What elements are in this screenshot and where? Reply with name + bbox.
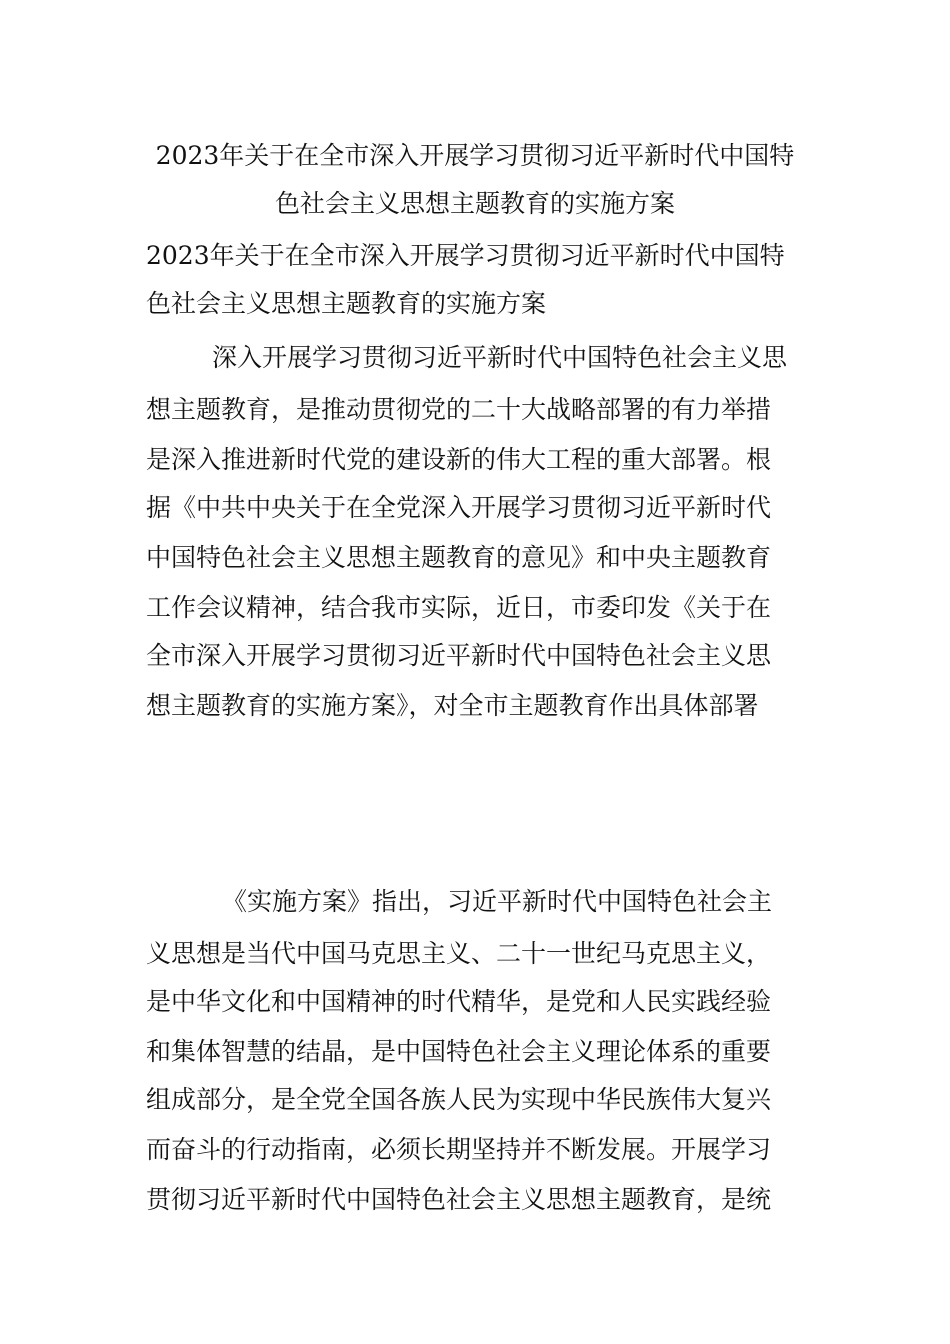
title-repeat-line-2: 色社会主义思想主题教育的实施方案 <box>146 289 547 318</box>
title-centered-line-2: 色社会主义思想主题教育的实施方案 <box>274 189 675 218</box>
paragraph-1-line: 是深入推进新时代党的建设新的伟大工程的重大部署。根 <box>146 445 772 474</box>
paragraph-2-line: 贯彻习近平新时代中国特色社会主义思想主题教育，是统 <box>146 1185 772 1214</box>
paragraph-1-line: 想主题教育，是推动贯彻党的二十大战略部署的有力举措 <box>146 395 772 424</box>
paragraph-2-line: 和集体智慧的结晶，是中国特色社会主义理论体系的重要 <box>146 1037 772 1066</box>
paragraph-2-line: 组成部分，是全党全国各族人民为实现中华民族伟大复兴 <box>146 1085 772 1114</box>
document-title-centered <box>140 132 810 228</box>
paragraph-1-line: 据《中共中央关于在全党深入开展学习贯彻习近平新时代 <box>146 493 772 522</box>
paragraph-2-line: 而奋斗的行动指南，必须长期坚持并不断发展。开展学习 <box>146 1135 772 1164</box>
paragraph-1-line: 全市深入开展学习贯彻习近平新时代中国特色社会主义思 <box>146 641 772 670</box>
paragraph-1-line: 中国特色社会主义思想主题教育的意见》和中央主题教育 <box>146 543 772 572</box>
paragraph-1-line: 深入开展学习贯彻习近平新时代中国特色社会主义思 <box>212 343 788 372</box>
paragraph-1-line: 想主题教育的实施方案》，对全市主题教育作出具体部署 <box>146 691 759 720</box>
paragraph-2-line: 《实施方案》指出，习近平新时代中国特色社会主 <box>222 887 773 916</box>
paragraph-2-line: 是中华文化和中国精神的时代精华，是党和人民实践经验 <box>146 987 772 1016</box>
title-repeat-line-1: 2023年关于在全市深入开展学习贯彻习近平新时代中国特 <box>146 241 785 270</box>
paragraph-1-line: 工作会议精神，结合我市实际，近日，市委印发《关于在 <box>146 593 772 622</box>
paragraph-2-line: 义思想是当代中国马克思主义、二十一世纪马克思主义， <box>146 939 772 968</box>
title-centered-line-1: 2023年关于在全市深入开展学习贯彻习近平新时代中国特 <box>155 141 795 170</box>
